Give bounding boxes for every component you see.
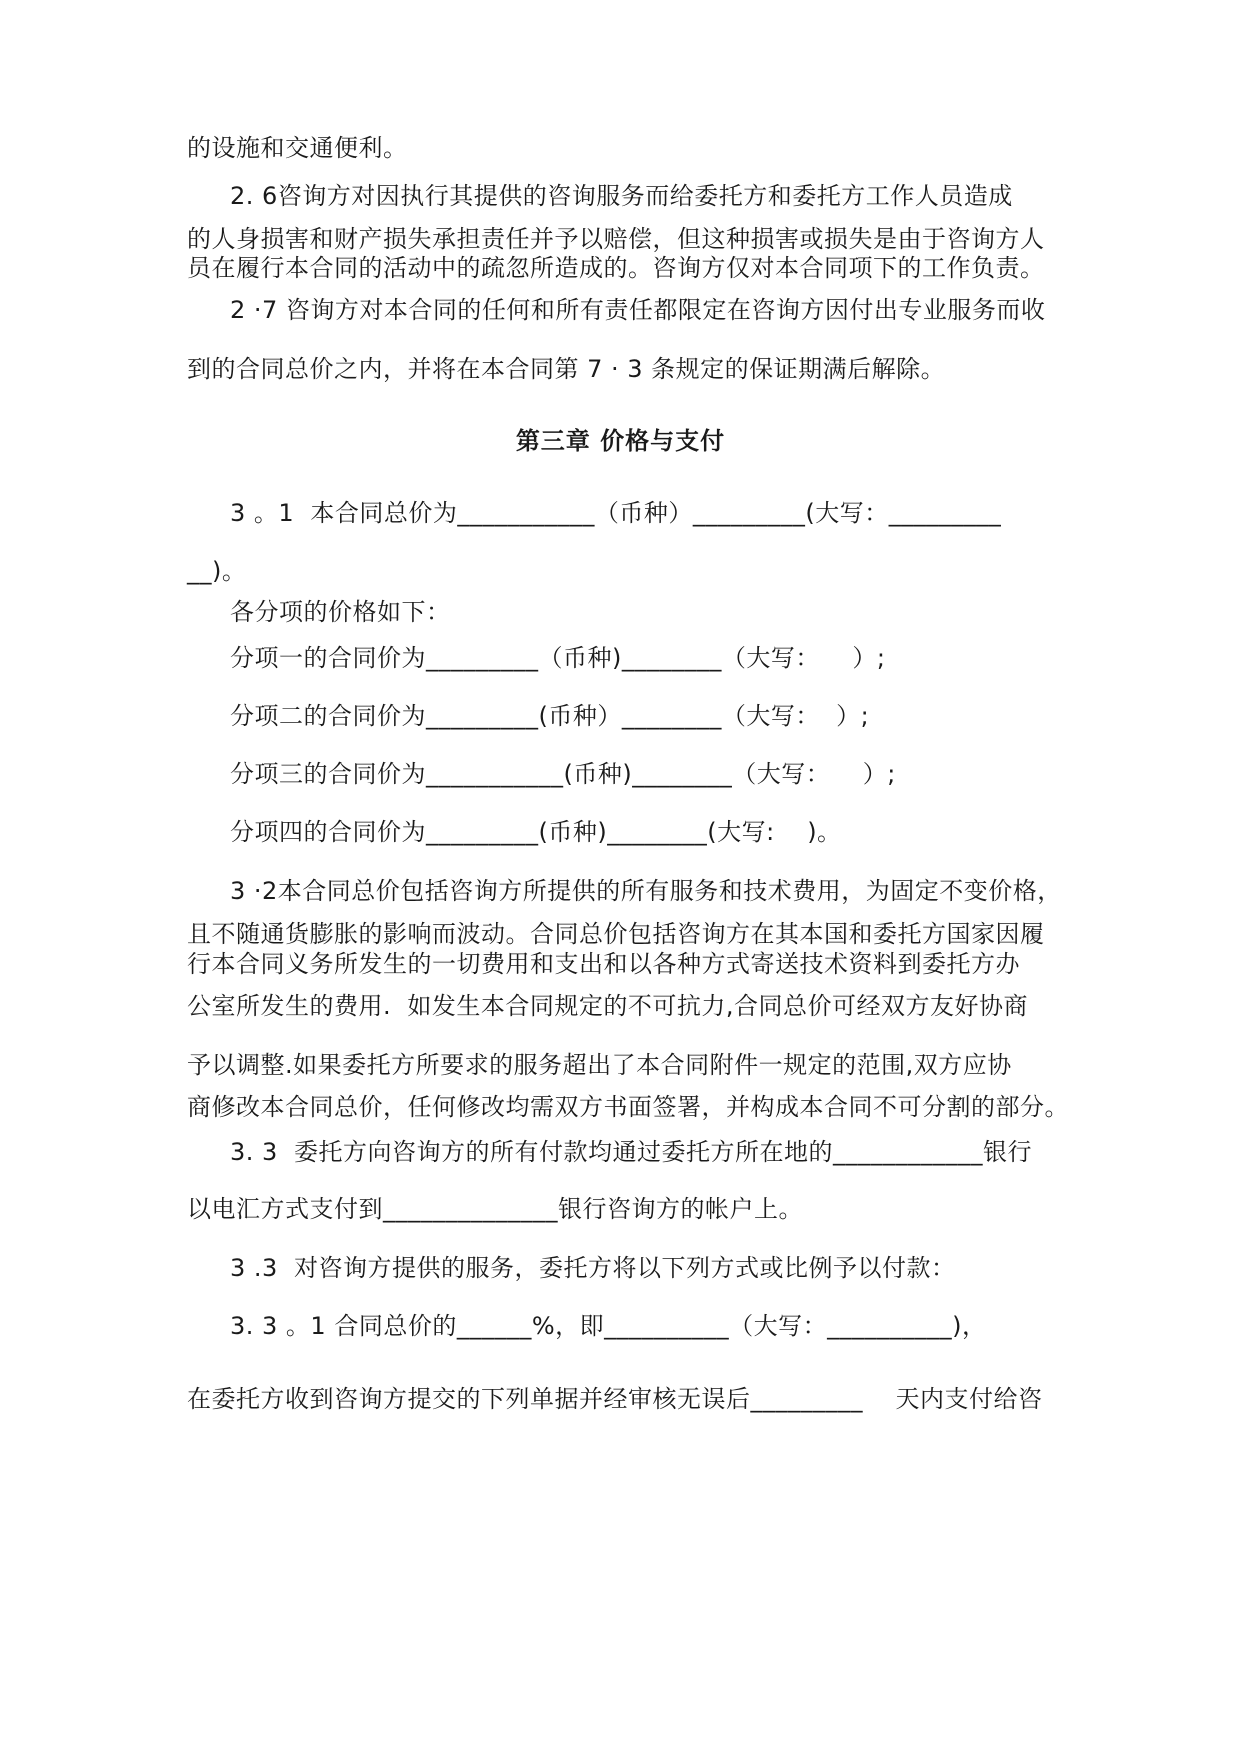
- text-line: __)。: [187, 557, 247, 585]
- clause-3-3: 3. 3 委托方向咨询方的所有付款均通过委托方所在地的____________银行: [230, 1138, 1033, 1166]
- text-line: 的人身损害和财产损失承担责任并予以赔偿，但这种损害或损失是由于咨询方人: [187, 225, 1045, 253]
- text-line: 到的合同总价之内，并将在本合同第 7 · 3 条规定的保证期满后解除。: [187, 355, 946, 383]
- clause-3-3-payment: 3 .3 对咨询方提供的服务，委托方将以下列方式或比例予以付款：: [230, 1254, 956, 1282]
- text-line: 各分项的价格如下：: [230, 598, 451, 626]
- text-line: 在委托方收到咨询方提交的下列单据并经审核无误后_________ 天内支付给咨: [187, 1385, 1043, 1413]
- text-line: 行本合同义务所发生的一切费用和支出和以各种方式寄送技术资料到委托方办: [187, 950, 1020, 978]
- clause-3-3-1: 3. 3 。1 合同总价的______%，即__________（大写：__________)，: [230, 1312, 987, 1340]
- item-price-line: 分项一的合同价为_________（币种)________（大写： ）;: [230, 644, 886, 672]
- item-price-line: 分项四的合同价为_________(币种)________(大写: )。: [230, 818, 842, 846]
- text-line: 商修改本合同总价，任何修改均需双方书面签署，并构成本合同不可分割的部分。: [187, 1093, 1069, 1121]
- text-line: 以电汇方式支付到______________银行咨询方的帐户上。: [187, 1195, 803, 1223]
- item-price-line: 分项三的合同价为___________(币种)________（大写： ）;: [230, 760, 896, 788]
- text-line: 且不随通货膨胀的影响而波动。合同总价包括咨询方在其本国和委托方国家因履: [187, 920, 1045, 948]
- clause-3-2: 3 ·2本合同总价包括咨询方所提供的所有服务和技术费用，为固定不变价格，: [230, 877, 1062, 905]
- chapter-title: 第三章 价格与支付: [515, 427, 726, 455]
- clause-3-1: 3 。1 本合同总价为___________（币种）_________(大写：_________: [230, 499, 1002, 527]
- text-line: 的设施和交通便利。: [187, 134, 408, 162]
- text-line: 公室所发生的费用. 如发生本合同规定的不可抗力,合同总价可经双方友好协商: [187, 992, 1029, 1020]
- item-price-line: 分项二的合同价为_________(币种）________（大写： ）;: [230, 702, 870, 730]
- text-line: 员在履行本合同的活动中的疏忽所造成的。咨询方仅对本合同项下的工作负责。: [187, 254, 1045, 282]
- text-line: 予以调整.如果委托方所要求的服务超出了本合同附件一规定的范围,双方应协: [187, 1051, 1012, 1079]
- clause-2-7: 2 ·7 咨询方对本合同的任何和所有责任都限定在咨询方因付出专业服务而收: [230, 296, 1046, 324]
- clause-2-6: 2. 6咨询方对因执行其提供的咨询服务而给委托方和委托方工作人员造成: [230, 182, 1013, 210]
